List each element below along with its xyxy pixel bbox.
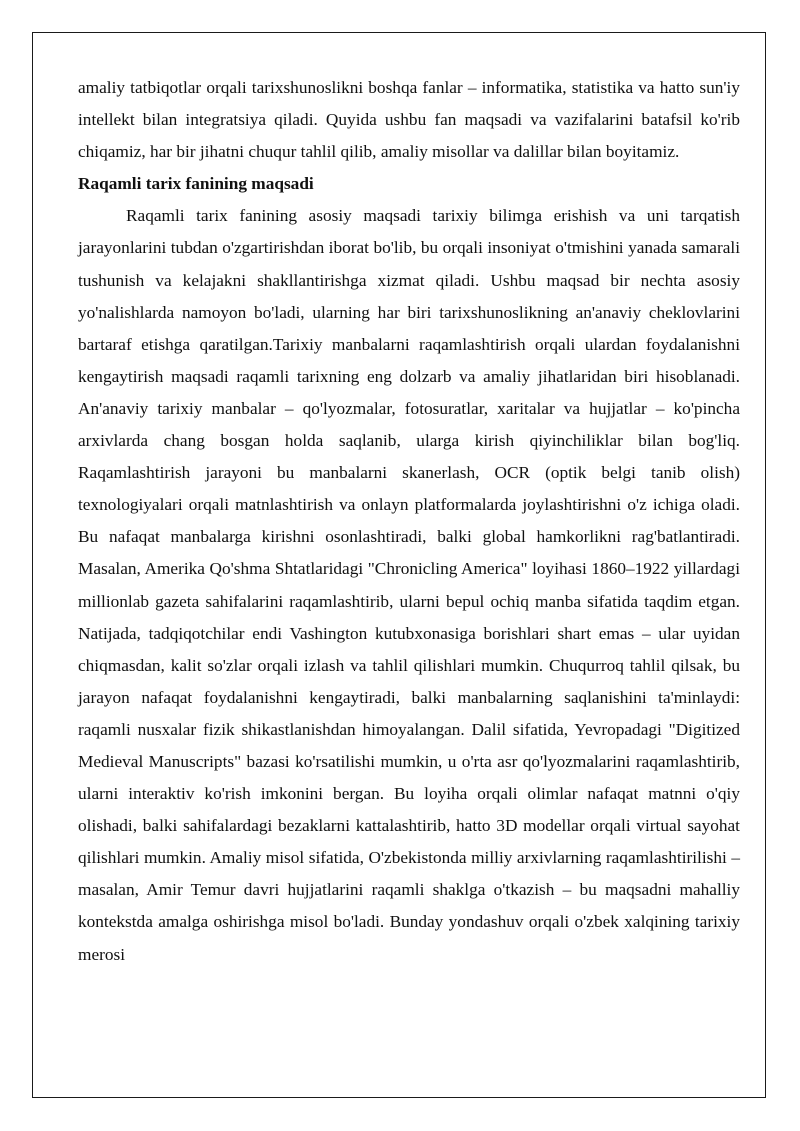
section-heading: Raqamli tarix fanining maqsadi <box>78 174 314 194</box>
body-paragraph: Raqamli tarix fanining asosiy maqsadi tarixiy bilimga erishish va uni tarqatish jarayonlarini tubdan o'zgartirishdan iborat bo'lib, bu orqali insoniyat o'tmishini yanada samarali tushunish va kelajakni shakllantirishga xizmat qiladi. Ushbu maqsad bir nechta asosiy yo'nalishlarda namoyon bo'ladi, ularning har biri tarixshunoslikning an'anaviy cheklovlarini bartaraf etishga qaratilgan.Tarixiy manbalarni raqamlashtirish orqali ulardan foydalanishni kengaytirish maqsadi raqamli tarixning eng dolzarb va amaliy jihatlaridan biri hisoblanadi. An'anaviy tarixiy manbalar – qo'lyozmalar, fotosuratlar, xaritalar va hujjatlar – ko'pincha arxivlarda chang bosgan holda saqlanib, ularga kirish qiyinchiliklar bilan bog'liq. Raqamlashtirish jarayoni bu manbalarni skanerlash, OCR (optik belgi tanib olish) texnologiyalari orqali matnlashtirish va onlayn platformalarda joylashtirishni o'z ichiga oladi. Bu nafaqat manbalarga kirishni osonlashtiradi, balki global hamkorlikni rag'batlantiradi. Masalan, Amerika Qo'shma Shtatlaridagi "Chronicling America" loyihasi 1860–1922 yillardagi millionlab gazeta sahifalarini raqamlashtirib, ularni bepul ochiq manba sifatida taqdim etgan. Natijada, tadqiqotchilar endi Vashington kutubxonasiga borishlari shart emas – ular uyidan chiqmasdan, kalit so'zlar orqali izlash va tahlil qilishlari mumkin. Chuqurroq tahlil qilsak, bu jarayon nafaqat foydalanishni kengaytiradi, balki manbalarning saqlanishini ta'minlaydi: raqamli nusxalar fizik shikastlanishdan himoyalangan. Dalil sifatida, Yevropadagi "Digitized Medieval Manuscripts" bazasi ko'rsatilishi mumkin, u o'rta asr qo'lyozmalarini raqamlashtirib, ularni interaktiv ko'rish imkonini bergan. Bu loyiha orqali olimlar nafaqat matnni o'qiy olishadi, balki sahifalardagi bezaklarni kattalashtirib, hatto 3D modellar orqali virtual sayohat qilishlari mumkin. Amaliy misol sifatida, O'zbekistonda milliy arxivlarning raqamlashtirilishi – masalan, Amir Temur davri hujjatlarini raqamli shaklga o'tkazish – bu maqsadni mahalliy kontekstda amalga oshirishga misol bo'ladi. Bunday yondashuv orqali o'zbek xalqining tarixiy merosi <box>78 206 740 964</box>
intro-paragraph: amaliy tatbiqotlar orqali tarixshunoslikni boshqa fanlar – informatika, statistika va hatto sun'iy intellekt bilan integratsiya qiladi. Quyida ushbu fan maqsadi va vazifalarini batafsil ko'rib chiqamiz, har bir jihatni chuqur tahlil qilib, amaliy misollar va dalillar bilan boyitamiz. <box>78 78 740 162</box>
document-body <box>78 72 740 971</box>
